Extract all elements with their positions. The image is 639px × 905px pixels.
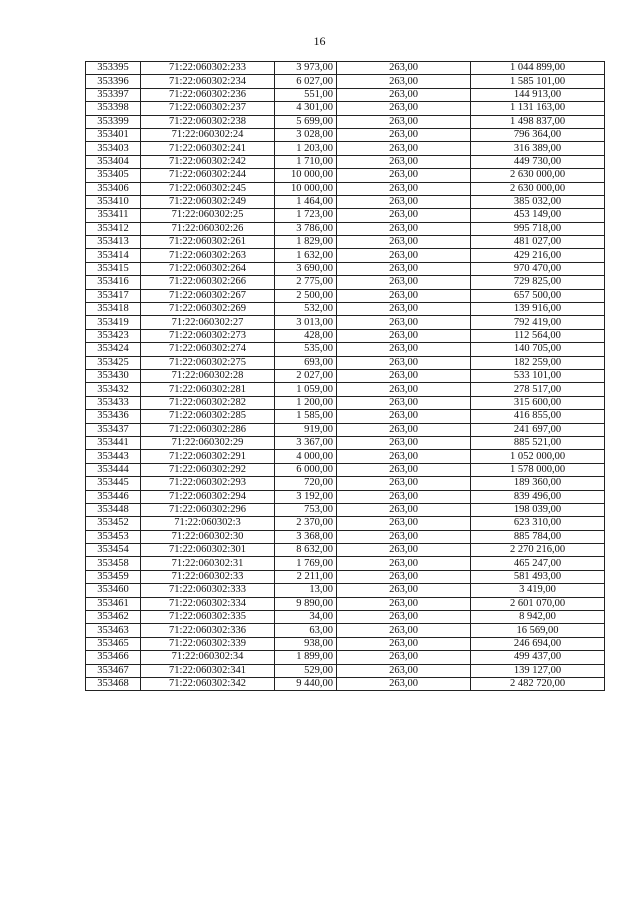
cadastral-number-cell: 71:22:060302:245 bbox=[141, 182, 275, 195]
record-id-cell: 353404 bbox=[86, 155, 141, 168]
value-cell: 2 601 070,00 bbox=[471, 597, 605, 610]
cadastral-number-cell: 71:22:060302:266 bbox=[141, 276, 275, 289]
record-id-cell: 353452 bbox=[86, 517, 141, 530]
area-cell: 753,00 bbox=[275, 503, 337, 516]
value-cell: 970 470,00 bbox=[471, 262, 605, 275]
record-id-cell: 353397 bbox=[86, 88, 141, 101]
record-id-cell: 353412 bbox=[86, 222, 141, 235]
area-cell: 535,00 bbox=[275, 343, 337, 356]
area-cell: 529,00 bbox=[275, 664, 337, 677]
table-row bbox=[86, 303, 605, 316]
cadastral-number-cell: 71:22:060302:34 bbox=[141, 651, 275, 664]
value-cell: 1 498 837,00 bbox=[471, 115, 605, 128]
table-row bbox=[86, 597, 605, 610]
area-cell: 3 192,00 bbox=[275, 490, 337, 503]
table-row bbox=[86, 557, 605, 570]
table-row bbox=[86, 544, 605, 557]
rate-cell: 263,00 bbox=[337, 115, 471, 128]
area-cell: 3 973,00 bbox=[275, 62, 337, 75]
rate-cell: 263,00 bbox=[337, 383, 471, 396]
land-plot-table bbox=[85, 61, 605, 691]
value-cell: 1 052 000,00 bbox=[471, 450, 605, 463]
record-id-cell: 353410 bbox=[86, 195, 141, 208]
record-id-cell: 353436 bbox=[86, 410, 141, 423]
value-cell: 189 360,00 bbox=[471, 477, 605, 490]
area-cell: 34,00 bbox=[275, 611, 337, 624]
rate-cell: 263,00 bbox=[337, 410, 471, 423]
value-cell: 657 500,00 bbox=[471, 289, 605, 302]
table-body bbox=[86, 62, 605, 691]
area-cell: 3 368,00 bbox=[275, 530, 337, 543]
area-cell: 693,00 bbox=[275, 356, 337, 369]
record-id-cell: 353460 bbox=[86, 584, 141, 597]
record-id-cell: 353418 bbox=[86, 303, 141, 316]
table-row bbox=[86, 195, 605, 208]
area-cell: 3 786,00 bbox=[275, 222, 337, 235]
area-cell: 919,00 bbox=[275, 423, 337, 436]
area-cell: 3 367,00 bbox=[275, 436, 337, 449]
cadastral-number-cell: 71:22:060302:333 bbox=[141, 584, 275, 597]
cadastral-number-cell: 71:22:060302:27 bbox=[141, 316, 275, 329]
value-cell: 385 032,00 bbox=[471, 195, 605, 208]
area-cell: 5 699,00 bbox=[275, 115, 337, 128]
rate-cell: 263,00 bbox=[337, 530, 471, 543]
table-row bbox=[86, 222, 605, 235]
table-row bbox=[86, 436, 605, 449]
area-cell: 8 632,00 bbox=[275, 544, 337, 557]
table-row bbox=[86, 169, 605, 182]
cadastral-number-cell: 71:22:060302:294 bbox=[141, 490, 275, 503]
page-number: 16 bbox=[313, 34, 326, 48]
value-cell: 1 578 000,00 bbox=[471, 463, 605, 476]
rate-cell: 263,00 bbox=[337, 423, 471, 436]
record-id-cell: 353437 bbox=[86, 423, 141, 436]
area-cell: 9 440,00 bbox=[275, 677, 337, 690]
cadastral-number-cell: 71:22:060302:237 bbox=[141, 102, 275, 115]
rate-cell: 263,00 bbox=[337, 651, 471, 664]
cadastral-number-cell: 71:22:060302:3 bbox=[141, 517, 275, 530]
table-row bbox=[86, 423, 605, 436]
value-cell: 315 600,00 bbox=[471, 396, 605, 409]
area-cell: 1 710,00 bbox=[275, 155, 337, 168]
area-cell: 2 500,00 bbox=[275, 289, 337, 302]
value-cell: 796 364,00 bbox=[471, 128, 605, 141]
record-id-cell: 353461 bbox=[86, 597, 141, 610]
area-cell: 551,00 bbox=[275, 88, 337, 101]
record-id-cell: 353403 bbox=[86, 142, 141, 155]
table-row bbox=[86, 624, 605, 637]
rate-cell: 263,00 bbox=[337, 369, 471, 382]
record-id-cell: 353467 bbox=[86, 664, 141, 677]
record-id-cell: 353465 bbox=[86, 637, 141, 650]
area-cell: 4 000,00 bbox=[275, 450, 337, 463]
table-row bbox=[86, 289, 605, 302]
value-cell: 1 044 899,00 bbox=[471, 62, 605, 75]
area-cell: 2 775,00 bbox=[275, 276, 337, 289]
record-id-cell: 353466 bbox=[86, 651, 141, 664]
table-row bbox=[86, 236, 605, 249]
table-row bbox=[86, 142, 605, 155]
cadastral-number-cell: 71:22:060302:26 bbox=[141, 222, 275, 235]
table-row bbox=[86, 369, 605, 382]
area-cell: 938,00 bbox=[275, 637, 337, 650]
rate-cell: 263,00 bbox=[337, 249, 471, 262]
cadastral-number-cell: 71:22:060302:263 bbox=[141, 249, 275, 262]
area-cell: 1 723,00 bbox=[275, 209, 337, 222]
cadastral-number-cell: 71:22:060302:273 bbox=[141, 329, 275, 342]
table-row bbox=[86, 664, 605, 677]
rate-cell: 263,00 bbox=[337, 396, 471, 409]
rate-cell: 263,00 bbox=[337, 236, 471, 249]
value-cell: 278 517,00 bbox=[471, 383, 605, 396]
value-cell: 2 630 000,00 bbox=[471, 182, 605, 195]
record-id-cell: 353411 bbox=[86, 209, 141, 222]
cadastral-number-cell: 71:22:060302:28 bbox=[141, 369, 275, 382]
rate-cell: 263,00 bbox=[337, 142, 471, 155]
area-cell: 1 585,00 bbox=[275, 410, 337, 423]
table-row bbox=[86, 503, 605, 516]
cadastral-number-cell: 71:22:060302:293 bbox=[141, 477, 275, 490]
area-cell: 2 370,00 bbox=[275, 517, 337, 530]
cadastral-number-cell: 71:22:060302:301 bbox=[141, 544, 275, 557]
value-cell: 839 496,00 bbox=[471, 490, 605, 503]
record-id-cell: 353419 bbox=[86, 316, 141, 329]
value-cell: 139 916,00 bbox=[471, 303, 605, 316]
record-id-cell: 353415 bbox=[86, 262, 141, 275]
area-cell: 1 200,00 bbox=[275, 396, 337, 409]
cadastral-number-cell: 71:22:060302:292 bbox=[141, 463, 275, 476]
value-cell: 2 270 216,00 bbox=[471, 544, 605, 557]
value-cell: 416 855,00 bbox=[471, 410, 605, 423]
rate-cell: 263,00 bbox=[337, 436, 471, 449]
area-cell: 720,00 bbox=[275, 477, 337, 490]
value-cell: 144 913,00 bbox=[471, 88, 605, 101]
cadastral-number-cell: 71:22:060302:264 bbox=[141, 262, 275, 275]
rate-cell: 263,00 bbox=[337, 102, 471, 115]
rate-cell: 263,00 bbox=[337, 169, 471, 182]
rate-cell: 263,00 bbox=[337, 75, 471, 88]
rate-cell: 263,00 bbox=[337, 637, 471, 650]
value-cell: 533 101,00 bbox=[471, 369, 605, 382]
area-cell: 1 464,00 bbox=[275, 195, 337, 208]
area-cell: 2 027,00 bbox=[275, 369, 337, 382]
area-cell: 6 000,00 bbox=[275, 463, 337, 476]
record-id-cell: 353395 bbox=[86, 62, 141, 75]
rate-cell: 263,00 bbox=[337, 276, 471, 289]
record-id-cell: 353405 bbox=[86, 169, 141, 182]
value-cell: 316 389,00 bbox=[471, 142, 605, 155]
cadastral-number-cell: 71:22:060302:286 bbox=[141, 423, 275, 436]
area-cell: 1 059,00 bbox=[275, 383, 337, 396]
rate-cell: 263,00 bbox=[337, 316, 471, 329]
value-cell: 581 493,00 bbox=[471, 570, 605, 583]
table-row bbox=[86, 356, 605, 369]
cadastral-number-cell: 71:22:060302:291 bbox=[141, 450, 275, 463]
rate-cell: 263,00 bbox=[337, 611, 471, 624]
area-cell: 3 690,00 bbox=[275, 262, 337, 275]
value-cell: 465 247,00 bbox=[471, 557, 605, 570]
area-cell: 6 027,00 bbox=[275, 75, 337, 88]
cadastral-number-cell: 71:22:060302:29 bbox=[141, 436, 275, 449]
table-row bbox=[86, 637, 605, 650]
area-cell: 532,00 bbox=[275, 303, 337, 316]
cadastral-number-cell: 71:22:060302:30 bbox=[141, 530, 275, 543]
value-cell: 246 694,00 bbox=[471, 637, 605, 650]
record-id-cell: 353468 bbox=[86, 677, 141, 690]
table-row bbox=[86, 115, 605, 128]
table-row bbox=[86, 75, 605, 88]
value-cell: 198 039,00 bbox=[471, 503, 605, 516]
rate-cell: 263,00 bbox=[337, 584, 471, 597]
table-row bbox=[86, 209, 605, 222]
record-id-cell: 353398 bbox=[86, 102, 141, 115]
table-row bbox=[86, 463, 605, 476]
rate-cell: 263,00 bbox=[337, 477, 471, 490]
rate-cell: 263,00 bbox=[337, 490, 471, 503]
rate-cell: 263,00 bbox=[337, 450, 471, 463]
cadastral-number-cell: 71:22:060302:274 bbox=[141, 343, 275, 356]
table-row bbox=[86, 651, 605, 664]
value-cell: 995 718,00 bbox=[471, 222, 605, 235]
rate-cell: 263,00 bbox=[337, 557, 471, 570]
value-cell: 3 419,00 bbox=[471, 584, 605, 597]
value-cell: 885 521,00 bbox=[471, 436, 605, 449]
value-cell: 499 437,00 bbox=[471, 651, 605, 664]
rate-cell: 263,00 bbox=[337, 329, 471, 342]
cadastral-number-cell: 71:22:060302:233 bbox=[141, 62, 275, 75]
value-cell: 2 630 000,00 bbox=[471, 169, 605, 182]
rate-cell: 263,00 bbox=[337, 62, 471, 75]
cadastral-number-cell: 71:22:060302:241 bbox=[141, 142, 275, 155]
value-cell: 140 705,00 bbox=[471, 343, 605, 356]
area-cell: 63,00 bbox=[275, 624, 337, 637]
cadastral-number-cell: 71:22:060302:339 bbox=[141, 637, 275, 650]
value-cell: 885 784,00 bbox=[471, 530, 605, 543]
record-id-cell: 353459 bbox=[86, 570, 141, 583]
cadastral-number-cell: 71:22:060302:335 bbox=[141, 611, 275, 624]
record-id-cell: 353446 bbox=[86, 490, 141, 503]
value-cell: 729 825,00 bbox=[471, 276, 605, 289]
record-id-cell: 353448 bbox=[86, 503, 141, 516]
record-id-cell: 353443 bbox=[86, 450, 141, 463]
cadastral-number-cell: 71:22:060302:33 bbox=[141, 570, 275, 583]
rate-cell: 263,00 bbox=[337, 262, 471, 275]
rate-cell: 263,00 bbox=[337, 195, 471, 208]
record-id-cell: 353445 bbox=[86, 477, 141, 490]
record-id-cell: 353417 bbox=[86, 289, 141, 302]
rate-cell: 263,00 bbox=[337, 356, 471, 369]
area-cell: 1 769,00 bbox=[275, 557, 337, 570]
rate-cell: 263,00 bbox=[337, 517, 471, 530]
value-cell: 481 027,00 bbox=[471, 236, 605, 249]
table-row bbox=[86, 128, 605, 141]
table-row bbox=[86, 88, 605, 101]
table-row bbox=[86, 396, 605, 409]
record-id-cell: 353414 bbox=[86, 249, 141, 262]
cadastral-number-cell: 71:22:060302:334 bbox=[141, 597, 275, 610]
rate-cell: 263,00 bbox=[337, 570, 471, 583]
rate-cell: 263,00 bbox=[337, 182, 471, 195]
area-cell: 1 899,00 bbox=[275, 651, 337, 664]
rate-cell: 263,00 bbox=[337, 88, 471, 101]
table-row bbox=[86, 62, 605, 75]
table-row bbox=[86, 517, 605, 530]
rate-cell: 263,00 bbox=[337, 664, 471, 677]
area-cell: 9 890,00 bbox=[275, 597, 337, 610]
cadastral-number-cell: 71:22:060302:269 bbox=[141, 303, 275, 316]
table-row bbox=[86, 343, 605, 356]
table-row bbox=[86, 410, 605, 423]
record-id-cell: 353424 bbox=[86, 343, 141, 356]
area-cell: 1 203,00 bbox=[275, 142, 337, 155]
record-id-cell: 353425 bbox=[86, 356, 141, 369]
value-cell: 792 419,00 bbox=[471, 316, 605, 329]
area-cell: 2 211,00 bbox=[275, 570, 337, 583]
table-row bbox=[86, 570, 605, 583]
table-row bbox=[86, 249, 605, 262]
rate-cell: 263,00 bbox=[337, 222, 471, 235]
record-id-cell: 353453 bbox=[86, 530, 141, 543]
record-id-cell: 353430 bbox=[86, 369, 141, 382]
record-id-cell: 353413 bbox=[86, 236, 141, 249]
cadastral-number-cell: 71:22:060302:282 bbox=[141, 396, 275, 409]
table-row bbox=[86, 450, 605, 463]
cadastral-number-cell: 71:22:060302:242 bbox=[141, 155, 275, 168]
rate-cell: 263,00 bbox=[337, 155, 471, 168]
area-cell: 10 000,00 bbox=[275, 169, 337, 182]
cadastral-number-cell: 71:22:060302:234 bbox=[141, 75, 275, 88]
value-cell: 449 730,00 bbox=[471, 155, 605, 168]
table-row bbox=[86, 383, 605, 396]
value-cell: 429 216,00 bbox=[471, 249, 605, 262]
record-id-cell: 353462 bbox=[86, 611, 141, 624]
record-id-cell: 353396 bbox=[86, 75, 141, 88]
cadastral-number-cell: 71:22:060302:267 bbox=[141, 289, 275, 302]
table-row bbox=[86, 584, 605, 597]
rate-cell: 263,00 bbox=[337, 303, 471, 316]
value-cell: 112 564,00 bbox=[471, 329, 605, 342]
rate-cell: 263,00 bbox=[337, 289, 471, 302]
table-row bbox=[86, 182, 605, 195]
value-cell: 2 482 720,00 bbox=[471, 677, 605, 690]
value-cell: 1 585 101,00 bbox=[471, 75, 605, 88]
cadastral-number-cell: 71:22:060302:25 bbox=[141, 209, 275, 222]
rate-cell: 263,00 bbox=[337, 343, 471, 356]
table-row bbox=[86, 102, 605, 115]
record-id-cell: 353454 bbox=[86, 544, 141, 557]
cadastral-number-cell: 71:22:060302:341 bbox=[141, 664, 275, 677]
cadastral-number-cell: 71:22:060302:336 bbox=[141, 624, 275, 637]
cadastral-number-cell: 71:22:060302:244 bbox=[141, 169, 275, 182]
cadastral-number-cell: 71:22:060302:24 bbox=[141, 128, 275, 141]
record-id-cell: 353401 bbox=[86, 128, 141, 141]
value-cell: 16 569,00 bbox=[471, 624, 605, 637]
area-cell: 3 013,00 bbox=[275, 316, 337, 329]
value-cell: 182 259,00 bbox=[471, 356, 605, 369]
table-row bbox=[86, 611, 605, 624]
value-cell: 453 149,00 bbox=[471, 209, 605, 222]
area-cell: 3 028,00 bbox=[275, 128, 337, 141]
record-id-cell: 353416 bbox=[86, 276, 141, 289]
table-row bbox=[86, 155, 605, 168]
value-cell: 1 131 163,00 bbox=[471, 102, 605, 115]
cadastral-number-cell: 71:22:060302:31 bbox=[141, 557, 275, 570]
cadastral-number-cell: 71:22:060302:281 bbox=[141, 383, 275, 396]
table-row bbox=[86, 262, 605, 275]
value-cell: 623 310,00 bbox=[471, 517, 605, 530]
area-cell: 1 632,00 bbox=[275, 249, 337, 262]
cadastral-number-cell: 71:22:060302:285 bbox=[141, 410, 275, 423]
rate-cell: 263,00 bbox=[337, 128, 471, 141]
rate-cell: 263,00 bbox=[337, 544, 471, 557]
cadastral-number-cell: 71:22:060302:236 bbox=[141, 88, 275, 101]
cadastral-number-cell: 71:22:060302:249 bbox=[141, 195, 275, 208]
area-cell: 10 000,00 bbox=[275, 182, 337, 195]
record-id-cell: 353433 bbox=[86, 396, 141, 409]
area-cell: 13,00 bbox=[275, 584, 337, 597]
rate-cell: 263,00 bbox=[337, 463, 471, 476]
record-id-cell: 353458 bbox=[86, 557, 141, 570]
table-row bbox=[86, 329, 605, 342]
record-id-cell: 353463 bbox=[86, 624, 141, 637]
value-cell: 139 127,00 bbox=[471, 664, 605, 677]
table-row bbox=[86, 530, 605, 543]
rate-cell: 263,00 bbox=[337, 597, 471, 610]
record-id-cell: 353444 bbox=[86, 463, 141, 476]
cadastral-number-cell: 71:22:060302:296 bbox=[141, 503, 275, 516]
value-cell: 8 942,00 bbox=[471, 611, 605, 624]
rate-cell: 263,00 bbox=[337, 209, 471, 222]
record-id-cell: 353406 bbox=[86, 182, 141, 195]
cadastral-number-cell: 71:22:060302:342 bbox=[141, 677, 275, 690]
record-id-cell: 353441 bbox=[86, 436, 141, 449]
rate-cell: 263,00 bbox=[337, 624, 471, 637]
table-row bbox=[86, 490, 605, 503]
table-row bbox=[86, 316, 605, 329]
area-cell: 428,00 bbox=[275, 329, 337, 342]
rate-cell: 263,00 bbox=[337, 503, 471, 516]
rate-cell: 263,00 bbox=[337, 677, 471, 690]
value-cell: 241 697,00 bbox=[471, 423, 605, 436]
table-row bbox=[86, 677, 605, 690]
table-row bbox=[86, 276, 605, 289]
area-cell: 4 301,00 bbox=[275, 102, 337, 115]
table-row bbox=[86, 477, 605, 490]
record-id-cell: 353432 bbox=[86, 383, 141, 396]
cadastral-number-cell: 71:22:060302:238 bbox=[141, 115, 275, 128]
cadastral-number-cell: 71:22:060302:261 bbox=[141, 236, 275, 249]
cadastral-number-cell: 71:22:060302:275 bbox=[141, 356, 275, 369]
area-cell: 1 829,00 bbox=[275, 236, 337, 249]
record-id-cell: 353399 bbox=[86, 115, 141, 128]
record-id-cell: 353423 bbox=[86, 329, 141, 342]
